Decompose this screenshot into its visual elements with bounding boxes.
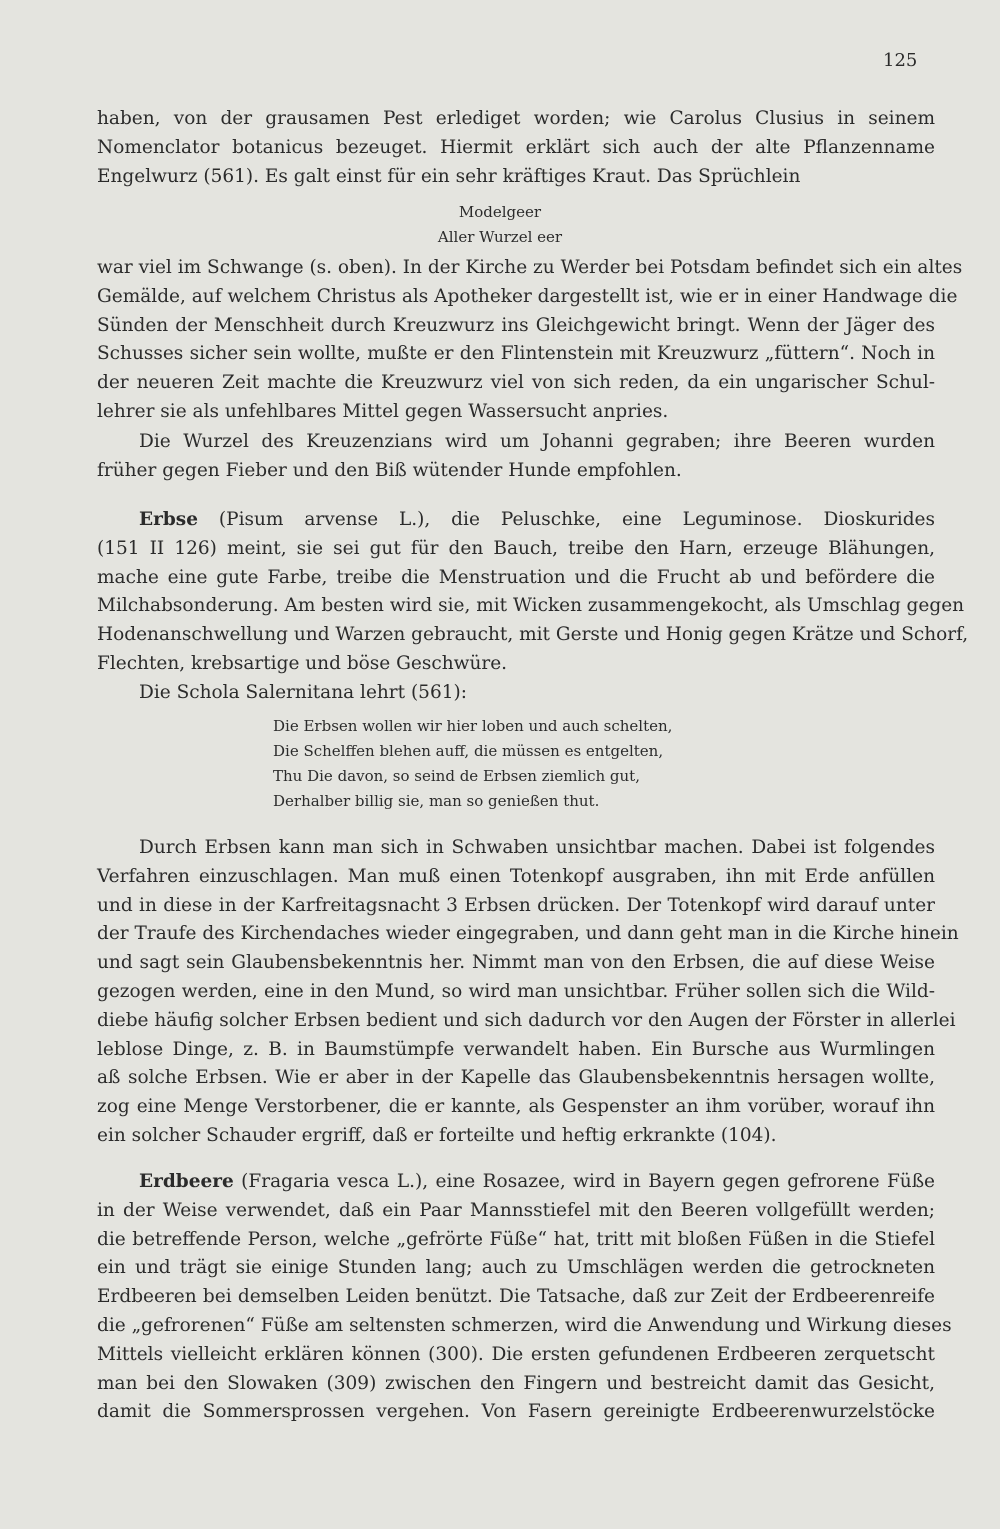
text-line: Die Wurzel des Kreuzenzians wird um Johanni gegraben; ihre Beeren wurden [139,431,935,452]
text-line: man bei den Slowaken (309) zwischen den Fingern und bestreicht damit das Gesicht, [97,1372,935,1394]
text-line: Derhalber billig sie, man so genießen thut. [273,792,600,810]
text-line: war viel im Schwange (s. oben). In der Kirche zu Werder bei Potsdam befindet sich ein altes [97,257,963,278]
text-line: in der Weise verwendet, daß ein Paar Mannsstiefel mit den Beeren vollgefüllt werden; [97,1199,935,1221]
text-line: haben, von der grausamen Pest erlediget worden; wie Carolus Clusius in seinem [97,108,935,129]
entry-first-line [97,1168,935,1197]
text-line: Sünden der Menschheit durch Kreuzwurz ins Gleichgewicht bringt. Wenn der Jäger des [97,314,935,336]
text-line: Gemälde, auf welchem Christus als Apotheker dargestellt ist, wie er in einer Handwage die [97,285,958,307]
paragraph-kreuzwurz [97,254,963,427]
text-line: Erdbeeren bei demselben Leiden benützt. Die Tatsache, daß zur Zeit der Erdbeerenreife [97,1286,935,1308]
page-number: 125 [883,50,918,71]
text-line: (151 II 126) meint, sie sei gut für den Bauch, treibe den Harn, erzeuge Blähungen, [97,537,935,559]
verse-modelgeer [0,200,1000,250]
entry-erdbeere [97,1168,952,1427]
text-line: Durch Erbsen kann man sich in Schwaben unsichtbar machen. Dabei ist folgendes [139,837,935,858]
text-line: mache eine gute Farbe, treibe die Menstruation und die Frucht ab und befördere die [97,566,935,588]
paragraph-angelica [97,105,935,191]
text-line: Flechten, krebsartige und böse Geschwüre. [97,652,508,674]
line-text: (Fragaria vesca L.), eine Rosazee, wird in Bayern gegen gefrorene Füße [233,1171,935,1192]
text-line: Nomenclator botanicus bezeuget. Hiermit erklärt sich auch der alte Pflanzenname [97,136,935,158]
text-line: Engelwurz (561). Es galt einst für ein sehr kräftiges Kraut. Das Sprüchlein [97,165,801,187]
text-line: Mittels vielleicht erklären können (300). Die ersten gefundenen Erdbeeren zerquetscht [97,1343,935,1365]
schola-intro: Die Schola Salernitana lehrt (561): [139,681,467,703]
text-line: Aller Wurzel eer [437,228,563,246]
text-line: die betreffende Person, welche „gefrörte Füße“ hat, tritt mit bloßen Füßen in die Stiefel [97,1228,935,1250]
verse-erbsen [273,714,672,814]
entry-erdbeere-body [97,1197,952,1427]
text-line: ein und trägt sie einige Stunden lang; auch zu Umschlägen werden die getrockneten [97,1257,935,1279]
text-line: Milchabsonderung. Am besten wird sie, mit Wicken zusammengekocht, als Umschlag gegen [97,595,965,617]
text-line: gezogen werden, eine in den Mund, so wird man unsichtbar. Früher sollen sich die Wild- [97,980,935,1002]
entry-first-line [97,506,935,535]
paragraph-unsichtbar [97,834,959,1151]
line-text: (Pisum arvense L.), die Peluschke, eine Leguminose. Dioskurides [197,509,935,530]
text-line: Schusses sicher sein wollte, mußte er den Flintenstein mit Kreuzwurz „füttern“. Noch in [97,343,935,365]
text-line: und in diese in der Karfreitagsnacht 3 Erbsen drücken. Der Totenkopf wird darauf unter [97,894,935,916]
text-line: und sagt sein Glaubensbekenntnis her. Nimmt man von den Erbsen, die auf diese Weise [97,952,935,974]
text-line: lehrer sie als unfehlbares Mittel gegen Wassersucht anpries. [97,400,669,422]
text-line: Die Schelffen blehen auff, die müssen es entgelten, [273,742,664,760]
text-line: der Traufe des Kirchendaches wieder eingegraben, und dann geht man in die Kirche hinein [97,923,959,945]
text-line: damit die Sommersprossen vergehen. Von Fasern gereinigte Erdbeerenwurzelstöcke [97,1401,935,1423]
text-line: Thu Die davon, so seind de Erbsen ziemlich gut, [273,767,640,785]
text-line: Die Erbsen wollen wir hier loben und auch schelten, [273,717,673,735]
text-line: ein solcher Schauder ergriff, daß er forteilte und heftig erkrankte (104). [97,1124,777,1146]
text-line: die „gefrorenen“ Füße am seltensten schmerzen, wird die Anwendung und Wirkung dieses [97,1314,952,1336]
headword-erdbeere: Erdbeere [139,1171,234,1192]
text-line: diebe häufig solcher Erbsen bedient und sich dadurch vor den Augen der Förster in allerlei [97,1009,956,1031]
entry-erbse-body [97,535,969,679]
text-line: leblose Dinge, z. B. in Baumstümpfe verwandelt haben. Ein Bursche aus Wurmlingen [97,1038,935,1060]
text-line: zog eine Menge Verstorbener, die er kannte, als Gespenster an ihm vorüber, worauf ihn [97,1096,935,1118]
text-line: aß solche Erbsen. Wie er aber in der Kapelle das Glaubensbekenntnis hersagen wollte, [97,1067,935,1089]
text-line: Hodenanschwellung und Warzen gebraucht, mit Gerste und Honig gegen Krätze und Schorf, [97,624,969,646]
text-line: der neueren Zeit machte die Kreuzwurz viel von sich reden, da ein ungarischer Schul- [97,372,935,394]
text-line: Verfahren einzuschlagen. Man muß einen Totenkopf ausgraben, ihn mit Erde anfüllen [97,865,935,887]
text-line: Modelgeer [458,203,542,221]
headword-erbse: Erbse [139,509,198,530]
paragraph-kreuzenzian [97,428,935,486]
text-line: früher gegen Fieber und den Biß wütender Hunde empfohlen. [97,459,682,481]
entry-erbse [97,506,969,708]
